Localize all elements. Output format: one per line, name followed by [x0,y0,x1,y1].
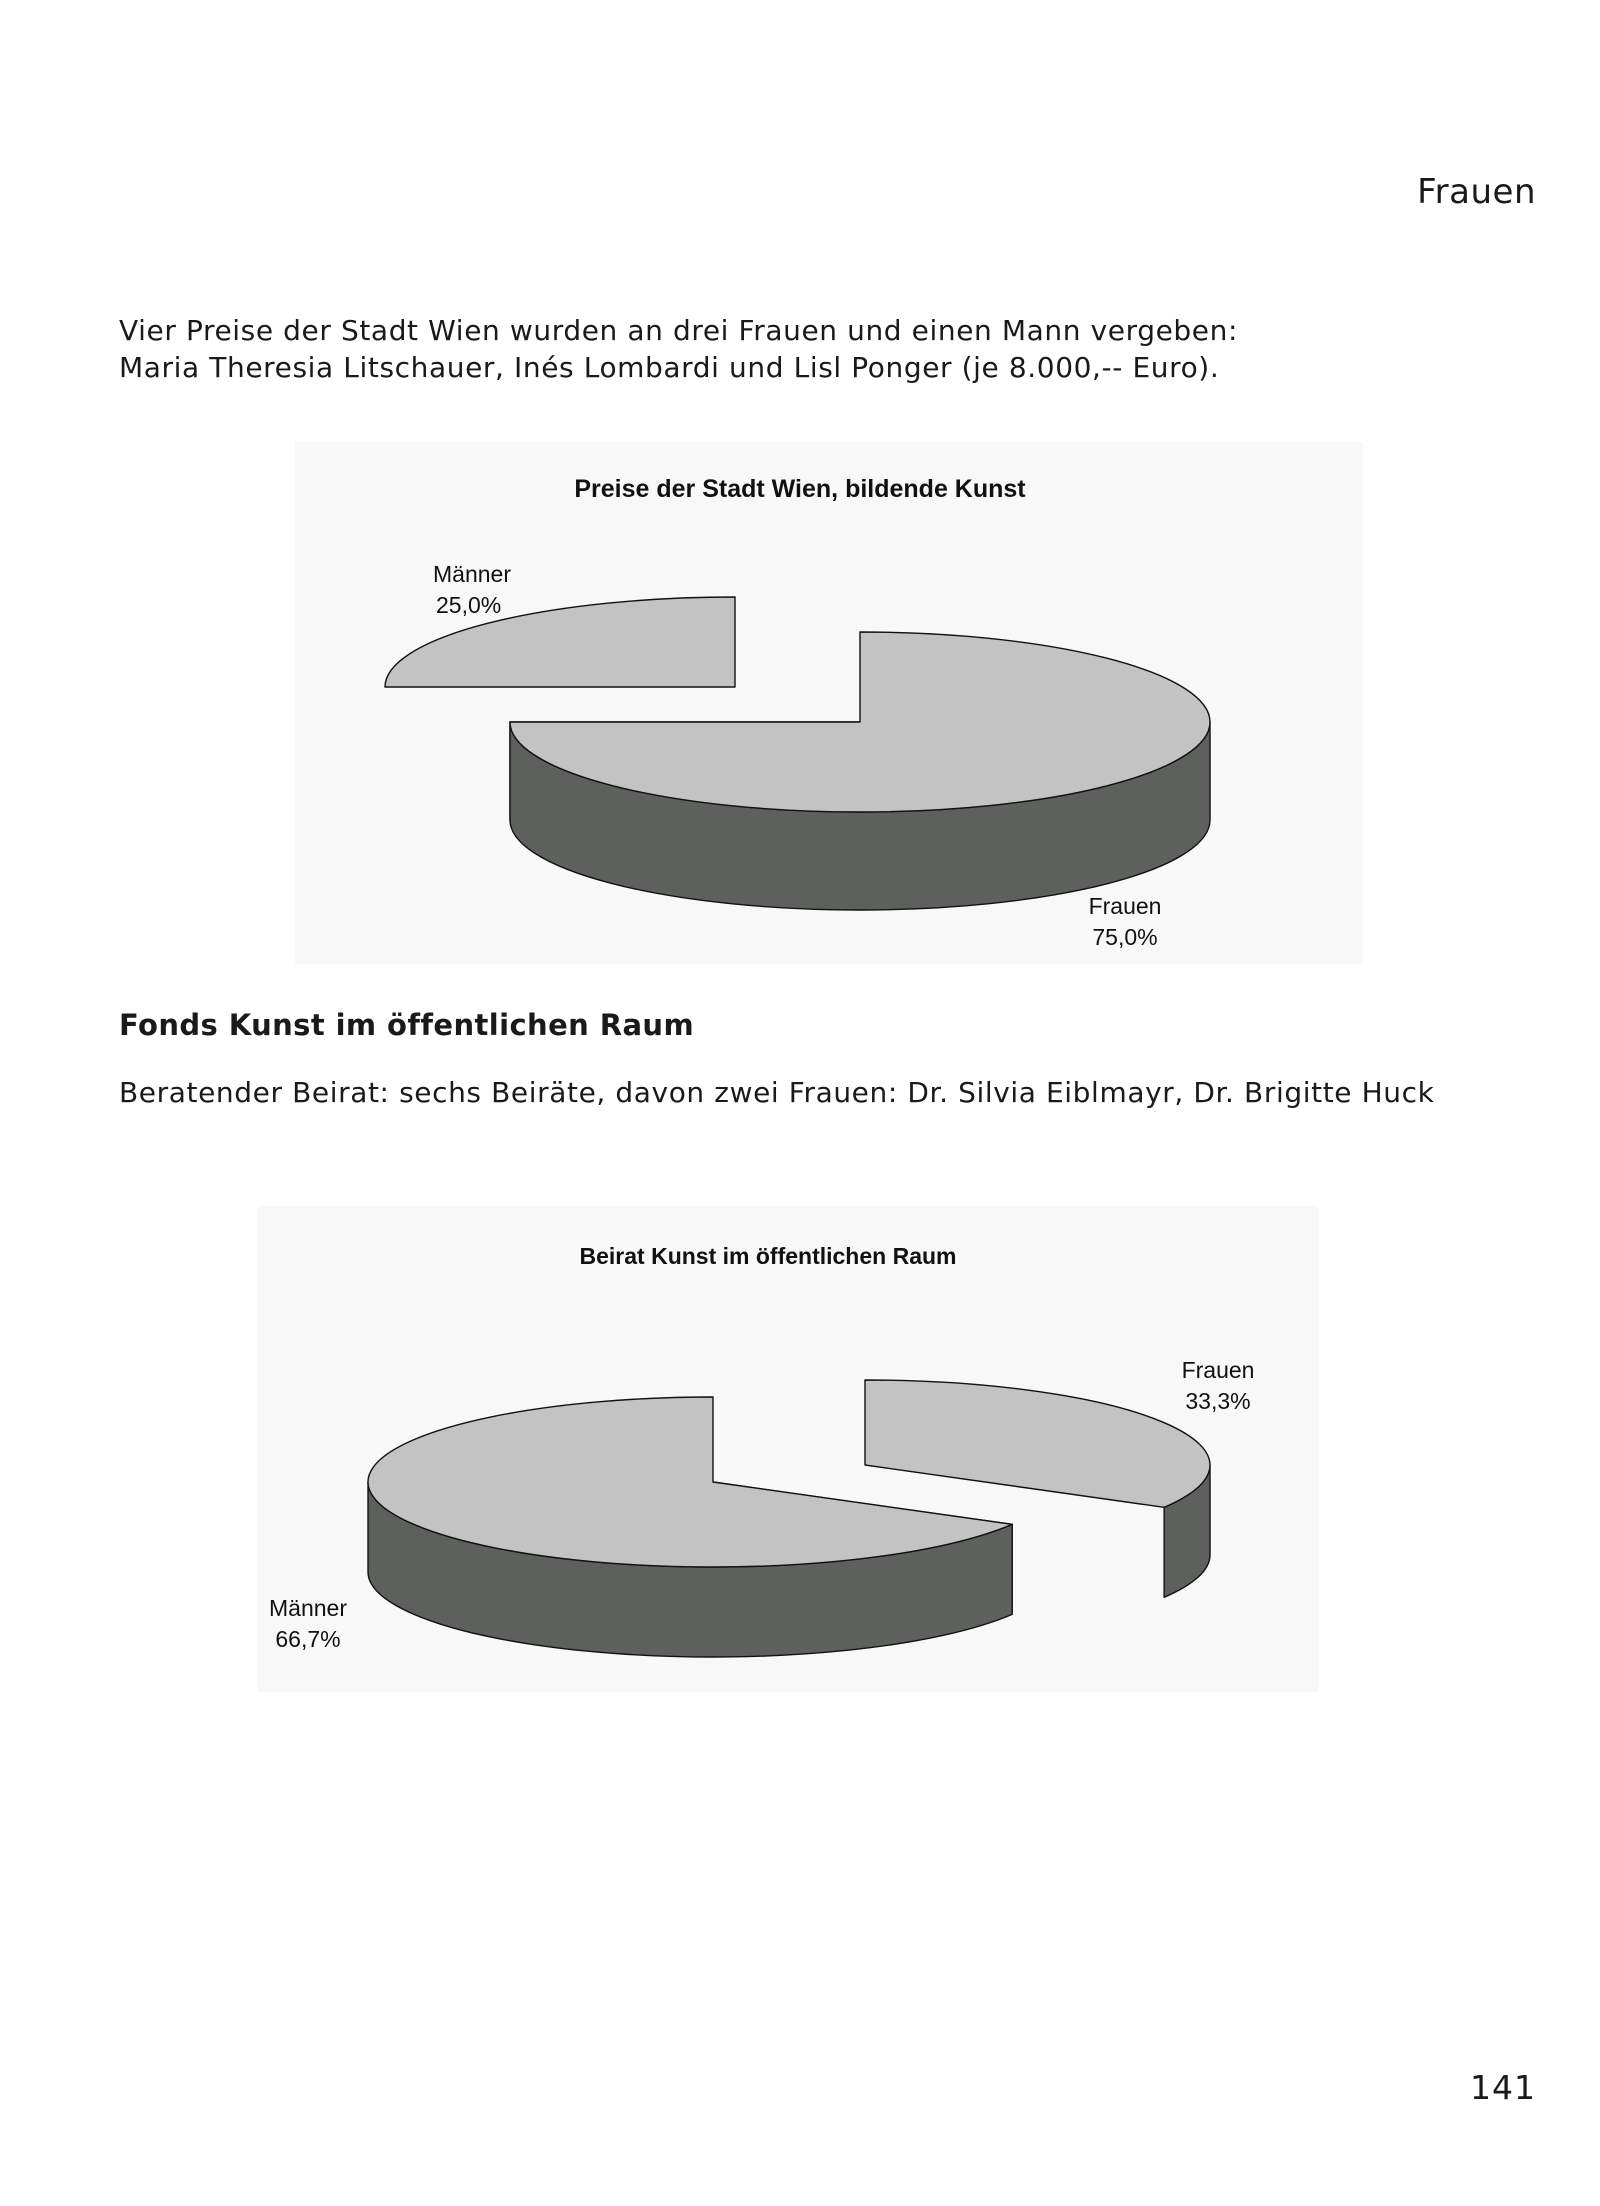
page-number: 141 [1470,2068,1536,2107]
chart-1-label-maenner: Männer [433,561,511,587]
chart-1-label-frauen: Frauen [1088,893,1162,919]
chart-2-slice-frauen-top [865,1380,1210,1507]
section-title: Frauen [1417,172,1536,212]
chart-2-title: Beirat Kunst im öffentlichen Raum [579,1243,957,1269]
chart-preise-stadt-wien [295,442,1363,964]
chart-beirat-kunst [258,1206,1318,1692]
chart-1-value-frauen: 75,0% [1092,924,1158,950]
pie-chart-1-svg [295,442,1363,964]
chart-2-label-maenner: Männer [269,1595,347,1621]
intro-line-2: Maria Theresia Litschauer, Inés Lombardi und Lisl Ponger (je 8.000,-- Euro). [119,351,1220,384]
chart-2-value-maenner: 66,7% [275,1626,341,1652]
chart-1-value-maenner: 25,0% [436,592,502,618]
pie-chart-2-svg [258,1206,1318,1692]
intro-line-1: Vier Preise der Stadt Wien wurden an drei Frauen und einen Mann vergeben: [119,314,1239,347]
chart-2-value-frauen: 33,3% [1185,1388,1251,1414]
fonds-heading: Fonds Kunst im öffentlichen Raum [119,1008,695,1042]
fonds-paragraph: Beratender Beirat: sechs Beiräte, davon zwei Frauen: Dr. Silvia Eiblmayr, Dr. Brigitte Huck [119,1076,1435,1109]
chart-1-title: Preise der Stadt Wien, bildende Kunst [574,475,1026,503]
chart-2-label-frauen: Frauen [1181,1357,1255,1383]
intro-paragraph [119,312,1238,386]
